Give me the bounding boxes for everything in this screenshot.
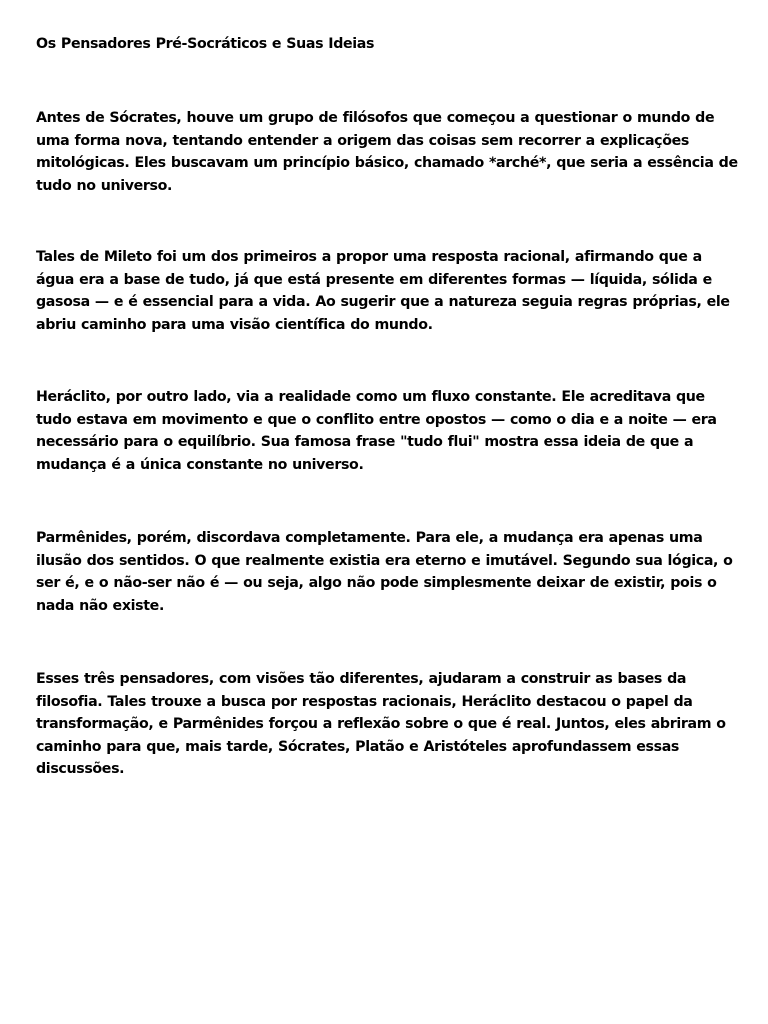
paragraph-line: Heráclito, por outro lado, via a realidade como um fluxo constante. Ele acreditava que xyxy=(36,389,705,405)
paragraph-line: discussões. xyxy=(36,761,125,777)
paragraph-conclusion xyxy=(36,668,736,781)
paragraph-line: mudança é a única constante no universo. xyxy=(36,456,364,473)
paragraph-line: ser é, e o não-ser não é — ou seja, algo não pode simplesmente deixar de existir, pois o xyxy=(36,575,717,591)
paragraph-line: Esses três pensadores, com visões tão diferentes, ajudaram a construir as bases da xyxy=(36,671,687,687)
paragraph-line: gasosa — e é essencial para a vida. Ao sugerir que a natureza seguia regras próprias, ele xyxy=(36,294,730,310)
paragraph-line: caminho para que, mais tarde, Sócrates, Platão e Aristóteles aprofundassem essas xyxy=(36,738,680,755)
paragraph-line: transformação, e Parmênides forçou a reflexão sobre o que é real. Juntos, eles abriram o xyxy=(36,716,726,732)
paragraph-line: Tales de Mileto foi um dos primeiros a propor uma resposta racional, afirmando que a xyxy=(36,249,702,265)
paragraph-line: abriu caminho para uma visão científica do mundo. xyxy=(36,316,433,333)
paragraph-heraclito xyxy=(36,386,736,476)
paragraph-line: nada não existe. xyxy=(36,597,164,614)
document-title: Os Pensadores Pré-Socráticos e Suas Ideias xyxy=(36,36,375,52)
paragraph-line: água era a base de tudo, já que está presente em diferentes formas — líquida, sólida e xyxy=(36,271,712,288)
paragraph-tales xyxy=(36,246,736,336)
paragraph-intro-arche xyxy=(36,107,736,197)
paragraph-line: mitológicas. Eles buscavam um princípio básico, chamado *arché*, que seria a essência de xyxy=(36,155,738,171)
paragraph-line: uma forma nova, tentando entender a origem das coisas sem recorrer a explicações xyxy=(36,132,690,149)
paragraph-line: Parmênides, porém, discordava completamente. Para ele, a mudança era apenas uma xyxy=(36,530,703,546)
paragraph-line: tudo no universo. xyxy=(36,177,173,194)
paragraph-parmenides xyxy=(36,527,736,617)
paragraph-line: ilusão dos sentidos. O que realmente existia era eterno e imutável. Segundo sua lógica, o xyxy=(36,552,733,569)
paragraph-line: necessário para o equilíbrio. Sua famosa frase "tudo flui" mostra essa ideia de que a xyxy=(36,434,694,450)
paragraph-line: tudo estava em movimento e que o conflito entre opostos — como o dia e a noite — era xyxy=(36,411,717,428)
paragraph-line: filosofia. Tales trouxe a busca por respostas racionais, Heráclito destacou o papel da xyxy=(36,693,693,710)
paragraph-line: Antes de Sócrates, houve um grupo de filósofos que começou a questionar o mundo de xyxy=(36,110,715,126)
